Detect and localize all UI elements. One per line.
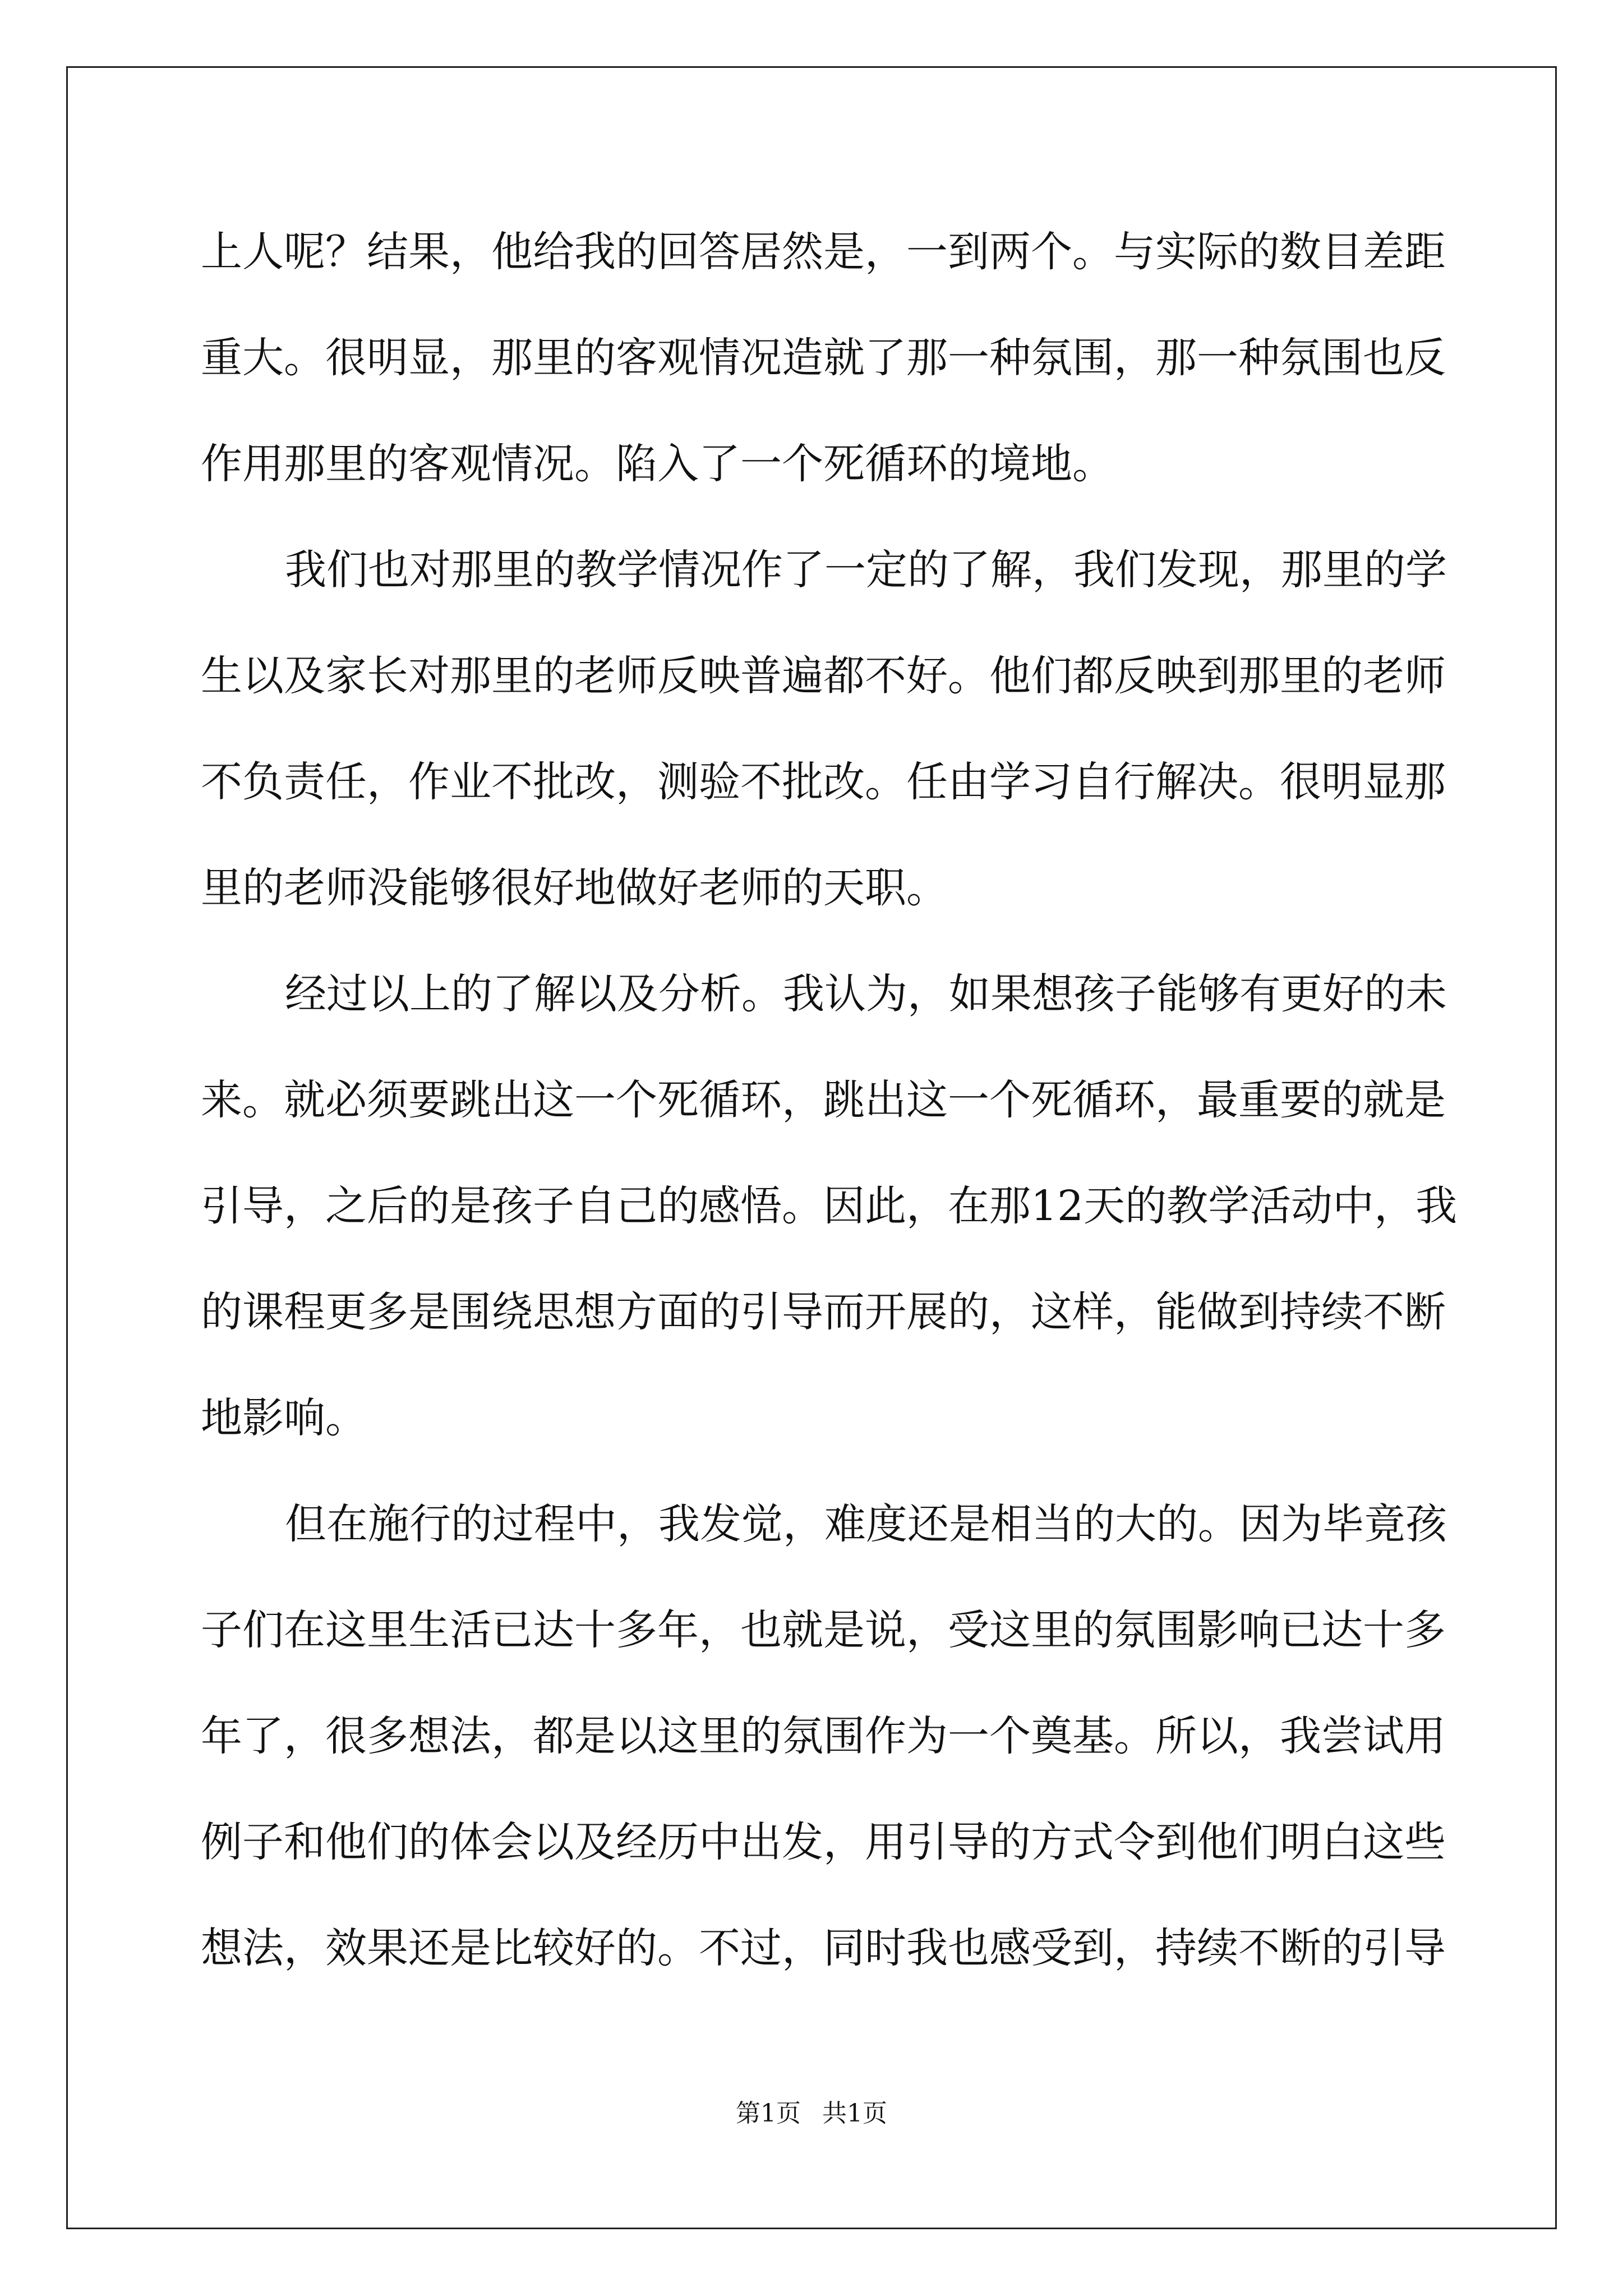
text-line: 不 负 责 任 ， 作 业 不 批 改 ， 测 验 不 批 改 。 任 由 学 习 自 行 解 决 。 很 明 显 那: [201, 758, 1446, 806]
page-border: [66, 66, 1557, 2229]
text-line: 想 法 ， 效 果 还 是 比 较 好 的 。 不 过 ， 同 时 我 也 感 受 到 ， 持 续 不 断 的 引 导: [201, 1924, 1446, 1972]
paragraph-first-line: 但 在 施 行 的 过 程 中 ， 我 发 觉 ， 难 度 还 是 相 当 的 大 的 。 因 为 毕 竟 孩: [285, 1500, 1447, 1548]
text-line: 里的老师没能够很好地做好老师的天职。: [201, 864, 948, 912]
paragraph-first-line: 经 过 以 上 的 了 解 以 及 分 析 。 我 认 为 ， 如 果 想 孩 子 能 够 有 更 好 的 未: [285, 970, 1447, 1018]
text-line: 上 人 呢 ？ 结 果 ， 他 给 我 的 回 答 居 然 是 ， 一 到 两 个 。 与 实 际 的 数 目 差 距: [201, 228, 1446, 276]
page-number: 第1页: [736, 2099, 801, 2128]
text-line: 生 以 及 家 长 对 那 里 的 老 师 反 映 普 遍 都 不 好 。 他 们 都 反 映 到 那 里 的 老 师: [201, 652, 1446, 700]
page-total: 共1页: [822, 2099, 887, 2128]
text-line: 地影响。: [201, 1394, 367, 1442]
text-line: 例 子 和 他 们 的 体 会 以 及 经 历 中 出 发 ， 用 引 导 的 方 式 令 到 他 们 明 白 这 些: [201, 1818, 1446, 1866]
text-line: 的 课 程 更 多 是 围 绕 思 想 方 面 的 引 导 而 开 展 的 ， 这 样 ， 能 做 到 持 续 不 断: [201, 1288, 1446, 1336]
text-line: 引 导 ， 之 后 的 是 孩 子 自 己 的 感 悟 。 因 此 ， 在 那 12 天 的 教 学 活 动 中 ， 我: [201, 1182, 1458, 1230]
paragraph-first-line: 我 们 也 对 那 里 的 教 学 情 况 作 了 一 定 的 了 解 ， 我 们 发 现 ， 那 里 的 学: [285, 546, 1447, 594]
text-line: 重 大 。 很 明 显 ， 那 里 的 客 观 情 况 造 就 了 那 一 种 氛 围 ， 那 一 种 氛 围 也 反: [201, 334, 1446, 382]
text-line: 来 。 就 必 须 要 跳 出 这 一 个 死 循 环 ， 跳 出 这 一 个 死 循 环 ， 最 重 要 的 就 是: [201, 1076, 1446, 1124]
text-line: 年 了 ， 很 多 想 法 ， 都 是 以 这 里 的 氛 围 作 为 一 个 奠 基 。 所 以 ， 我 尝 试 用: [201, 1712, 1446, 1760]
text-line: 作用那里的客观情况。陷入了一个死循环的境地。: [201, 440, 1114, 488]
page-footer: [0, 2097, 1623, 2131]
text-line: 子 们 在 这 里 生 活 已 达 十 多 年 ， 也 就 是 说 ， 受 这 里 的 氛 围 影 响 已 达 十 多: [201, 1606, 1446, 1654]
